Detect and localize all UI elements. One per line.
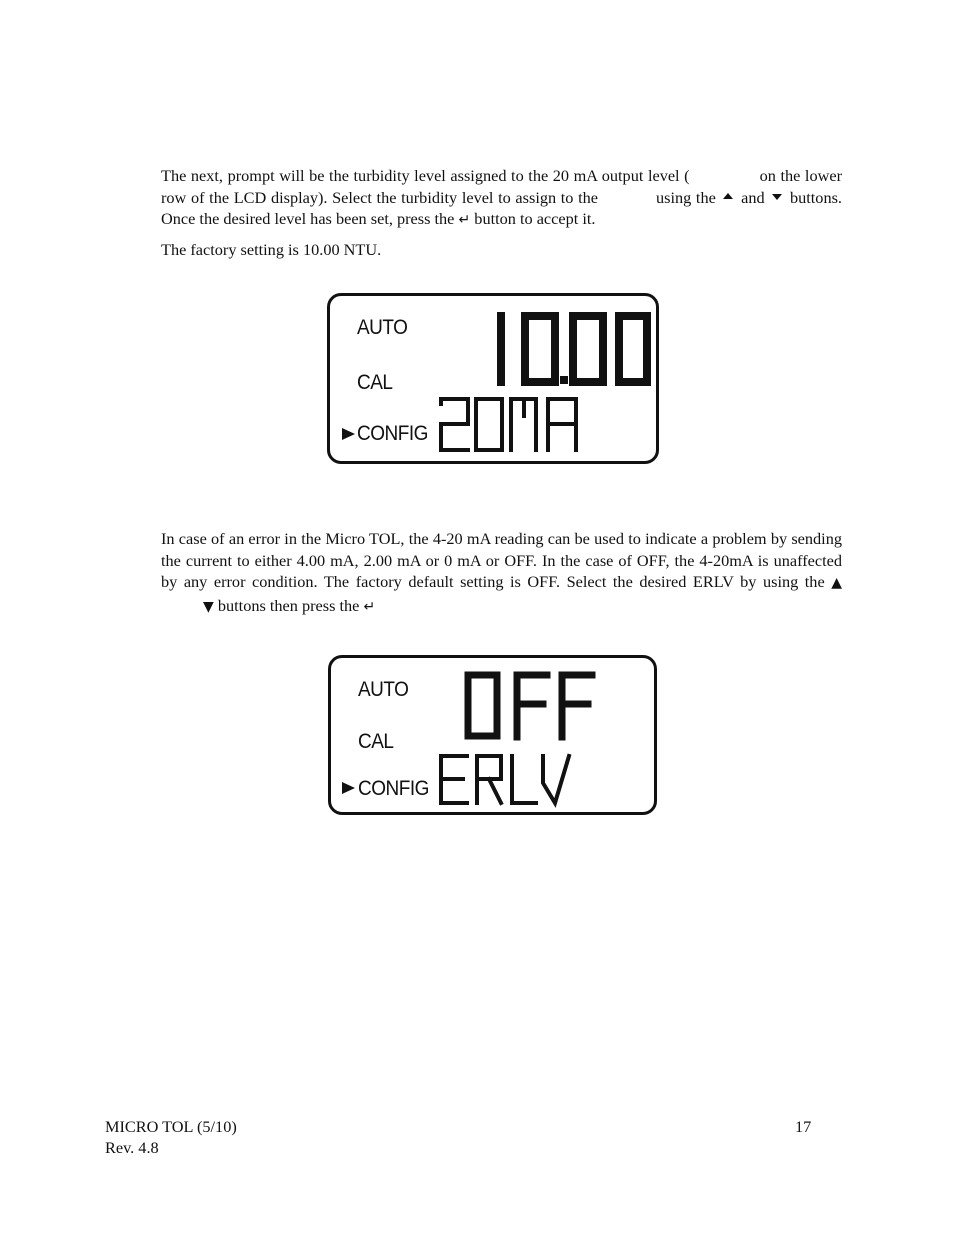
enter-icon: ↵ — [458, 212, 471, 228]
document-revision: Rev. 4.8 — [105, 1138, 159, 1157]
lcd-mode-cal: CAL — [358, 730, 394, 754]
paragraph-text: button to accept it. — [474, 209, 596, 228]
paragraph-text: using the — [656, 187, 716, 207]
config-pointer-icon — [342, 782, 355, 794]
lcd-display-20ma — [327, 293, 659, 464]
enter-icon: ↵ — [363, 598, 376, 615]
down-arrow-icon — [772, 194, 782, 200]
up-arrow-icon: ▲ — [831, 575, 843, 591]
paragraph-factory-setting: The factory setting is 10.00 NTU. — [161, 240, 382, 259]
lcd-upper-value — [487, 310, 657, 390]
footer-left — [105, 1116, 237, 1158]
paragraph-text: buttons. Once the desired level has been set, press the — [161, 187, 842, 228]
paragraph-error-level — [161, 528, 842, 618]
config-pointer-icon — [342, 428, 355, 440]
paragraph-text: In case of an error in the Micro TOL, the 4-20 mA reading can be used to indicate a problem by sending the current to either 4.00 mA, 2.00 mA or 0 mA or OFF. In the case of OFF, the 4-20mA is unaffected by any error condition. The factory default setting is OFF. Select the desired ERLV by using the — [161, 529, 842, 591]
down-arrow-icon: ▼ — [203, 598, 214, 615]
document-title: MICRO TOL (5/10) — [105, 1117, 237, 1136]
lcd-mode-auto: AUTO — [357, 316, 408, 340]
lcd-lower-value — [438, 396, 588, 456]
paragraph-text: and — [741, 187, 765, 207]
lcd-upper-value — [463, 670, 603, 745]
page-number: 17 — [795, 1117, 812, 1136]
paragraph-text: The next, prompt will be the turbidity level assigned to the 20 mA output level ( — [161, 166, 690, 185]
lcd-mode-cal: CAL — [357, 371, 393, 395]
lcd-mode-config: CONFIG — [358, 777, 429, 801]
decimal-point — [560, 376, 568, 384]
lcd-lower-value — [439, 753, 589, 813]
paragraph-20ma-level — [161, 165, 842, 232]
up-arrow-icon — [723, 193, 733, 199]
lcd-mode-config: CONFIG — [357, 422, 428, 446]
lcd-display-erlv — [328, 655, 657, 815]
lcd-mode-auto: AUTO — [358, 678, 409, 702]
paragraph-text: buttons then press the — [217, 595, 360, 615]
paragraph-text: on the lower row of the LCD display). Select the turbidity level to assign to the — [161, 166, 843, 207]
